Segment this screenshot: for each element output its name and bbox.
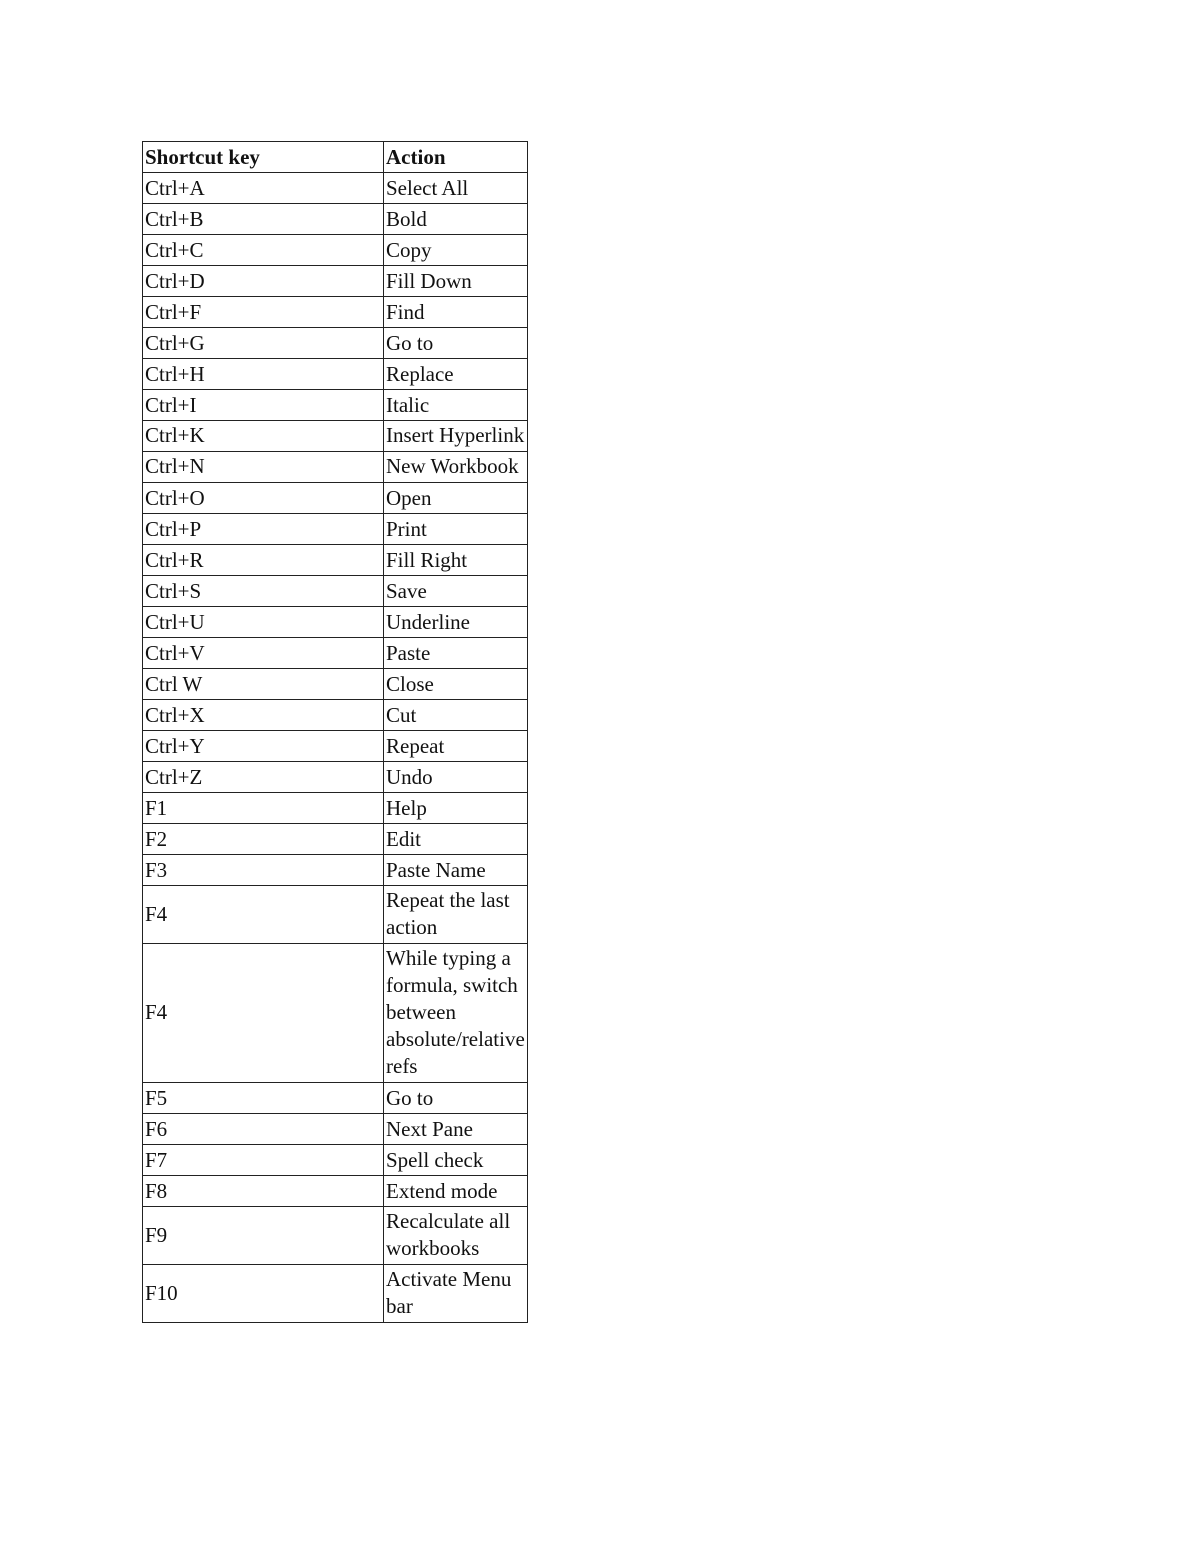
table-row (143, 576, 528, 607)
shortcut-key-cell: Ctrl+U (143, 607, 384, 638)
shortcut-key-cell: F7 (143, 1145, 384, 1176)
action-cell: Save (384, 576, 528, 607)
shortcut-table (142, 141, 528, 1323)
table-row (143, 421, 528, 452)
table-row (143, 886, 528, 944)
shortcut-key-cell: Ctrl+Y (143, 731, 384, 762)
shortcut-key-cell: Ctrl+N (143, 452, 384, 483)
table-row (143, 700, 528, 731)
action-cell: Insert Hyperlink (384, 421, 528, 452)
table-row (143, 514, 528, 545)
action-cell: Open (384, 483, 528, 514)
action-cell: Copy (384, 235, 528, 266)
action-cell: New Workbook (384, 452, 528, 483)
shortcut-key-cell: F4 (143, 944, 384, 1083)
table-row (143, 235, 528, 266)
action-cell: Select All (384, 173, 528, 204)
table-row (143, 1145, 528, 1176)
shortcut-key-cell: Ctrl+D (143, 266, 384, 297)
shortcut-key-cell: F5 (143, 1083, 384, 1114)
action-cell: Fill Right (384, 545, 528, 576)
header-shortcut-key: Shortcut key (143, 142, 384, 173)
action-cell: Recalculate all workbooks (384, 1207, 528, 1265)
table-row (143, 204, 528, 235)
table-row (143, 1114, 528, 1145)
shortcut-key-cell: F4 (143, 886, 384, 944)
action-cell: Edit (384, 824, 528, 855)
shortcut-key-cell: F8 (143, 1176, 384, 1207)
table-row (143, 1265, 528, 1323)
action-cell: While typing a formula, switch between absolute/relative refs (384, 944, 528, 1083)
shortcut-key-cell: Ctrl+B (143, 204, 384, 235)
action-cell: Bold (384, 204, 528, 235)
shortcut-key-cell: Ctrl+X (143, 700, 384, 731)
table-row (143, 793, 528, 824)
shortcut-key-cell: Ctrl+V (143, 638, 384, 669)
action-cell: Spell check (384, 1145, 528, 1176)
header-action: Action (384, 142, 528, 173)
shortcut-key-cell: F1 (143, 793, 384, 824)
table-row (143, 638, 528, 669)
action-cell: Repeat (384, 731, 528, 762)
action-cell: Fill Down (384, 266, 528, 297)
action-cell: Help (384, 793, 528, 824)
action-cell: Activate Menu bar (384, 1265, 528, 1323)
action-cell: Find (384, 297, 528, 328)
table-row (143, 328, 528, 359)
action-cell: Underline (384, 607, 528, 638)
shortcut-key-cell: F2 (143, 824, 384, 855)
action-cell: Print (384, 514, 528, 545)
table-row (143, 545, 528, 576)
shortcut-key-cell: Ctrl+O (143, 483, 384, 514)
table-header-row (143, 142, 528, 173)
table-row (143, 855, 528, 886)
shortcut-key-cell: Ctrl+Z (143, 762, 384, 793)
action-cell: Repeat the last action (384, 886, 528, 944)
table-row (143, 297, 528, 328)
table-row (143, 824, 528, 855)
table-row (143, 483, 528, 514)
shortcut-key-cell: F6 (143, 1114, 384, 1145)
action-cell: Extend mode (384, 1176, 528, 1207)
shortcut-key-cell: Ctrl+A (143, 173, 384, 204)
table-row (143, 173, 528, 204)
table-row (143, 944, 528, 1083)
table-row (143, 607, 528, 638)
action-cell: Undo (384, 762, 528, 793)
table-row (143, 669, 528, 700)
action-cell: Paste Name (384, 855, 528, 886)
shortcut-key-cell: Ctrl+K (143, 421, 384, 452)
table-row (143, 452, 528, 483)
action-cell: Next Pane (384, 1114, 528, 1145)
shortcut-key-cell: Ctrl+P (143, 514, 384, 545)
shortcut-key-cell: Ctrl+R (143, 545, 384, 576)
table-row (143, 731, 528, 762)
shortcut-key-cell: Ctrl+G (143, 328, 384, 359)
shortcut-key-cell: Ctrl+H (143, 359, 384, 390)
action-cell: Paste (384, 638, 528, 669)
table-row (143, 762, 528, 793)
table-row (143, 390, 528, 421)
table-row (143, 1176, 528, 1207)
table-row (143, 1083, 528, 1114)
action-cell: Go to (384, 1083, 528, 1114)
shortcut-key-cell: F10 (143, 1265, 384, 1323)
table-row (143, 1207, 528, 1265)
shortcut-key-cell: Ctrl+S (143, 576, 384, 607)
shortcut-key-cell: F3 (143, 855, 384, 886)
action-cell: Close (384, 669, 528, 700)
action-cell: Go to (384, 328, 528, 359)
shortcut-key-cell: Ctrl+I (143, 390, 384, 421)
table-row (143, 266, 528, 297)
action-cell: Italic (384, 390, 528, 421)
action-cell: Cut (384, 700, 528, 731)
table-row (143, 359, 528, 390)
shortcut-key-cell: Ctrl+C (143, 235, 384, 266)
shortcut-key-cell: Ctrl+F (143, 297, 384, 328)
shortcut-key-cell: Ctrl W (143, 669, 384, 700)
shortcut-key-cell: F9 (143, 1207, 384, 1265)
action-cell: Replace (384, 359, 528, 390)
